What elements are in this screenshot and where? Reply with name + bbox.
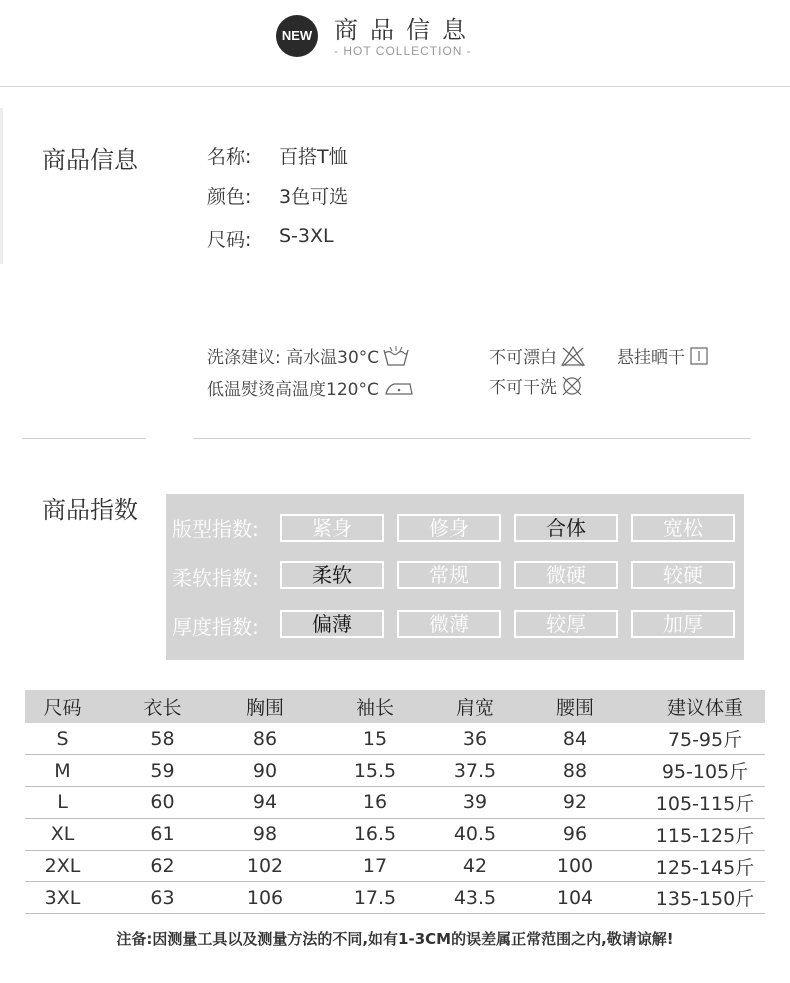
- new-badge: NEW: [276, 15, 318, 57]
- section-divider-right: [193, 438, 751, 439]
- table-cell: 94: [225, 787, 305, 819]
- table-cell: 60: [100, 787, 225, 819]
- index-option-thick-4: 加厚: [631, 610, 735, 638]
- index-option-fit-3: 合体: [514, 514, 618, 542]
- table-row: [25, 850, 765, 882]
- table-cell: 40.5: [445, 818, 505, 850]
- info-value: 3色可选: [279, 186, 349, 208]
- index-option-soft-4: 较硬: [631, 561, 735, 589]
- index-option-soft-3: 微硬: [514, 561, 618, 589]
- table-cell: 102: [225, 850, 305, 882]
- care-wash: [207, 343, 410, 368]
- table-cell: 86: [225, 723, 305, 755]
- table-cell: 100: [505, 850, 645, 882]
- page-header: [0, 0, 790, 88]
- care-no-dryclean-text: 不可干洗: [489, 378, 557, 398]
- table-cell: 104: [505, 882, 645, 914]
- table-cell: 88: [505, 755, 645, 787]
- index-option-soft-1: 柔软: [280, 561, 384, 589]
- measurement-note: 注备:因测量工具以及测量方法的不同,如有1-3CM的误差属正常范围之内,敬请谅解!: [116, 930, 674, 948]
- info-value: S-3XL: [279, 225, 334, 247]
- hang-dry-icon: [688, 345, 710, 367]
- header-subtitle: - HOT COLLECTION -: [334, 44, 472, 58]
- left-accent-bar: [0, 108, 3, 264]
- iron-icon: [382, 378, 416, 398]
- table-cell: 58: [100, 723, 225, 755]
- table-cell: 75-95斤: [645, 723, 765, 755]
- table-header-cell: 衣长: [100, 690, 225, 723]
- no-bleach-icon: [560, 345, 586, 367]
- index-option-thick-1: 偏薄: [280, 610, 384, 638]
- table-row: [25, 882, 765, 914]
- table-cell: S: [25, 723, 100, 755]
- index-panel: [166, 494, 744, 660]
- info-row-color: [207, 182, 348, 209]
- size-table: [25, 690, 765, 914]
- table-cell: 95-105斤: [645, 755, 765, 787]
- wash-tub-icon: [382, 345, 410, 367]
- table-cell: 16: [305, 787, 445, 819]
- table-cell: 2XL: [25, 850, 100, 882]
- table-cell: 90: [225, 755, 305, 787]
- table-cell: 39: [445, 787, 505, 819]
- table-cell: 15.5: [305, 755, 445, 787]
- table-cell: 92: [505, 787, 645, 819]
- info-label: 颜色:: [207, 186, 252, 208]
- care-no-bleach-text: 不可漂白: [489, 348, 557, 368]
- index-label-fit: 版型指数:: [172, 517, 259, 541]
- table-header-row: [25, 690, 765, 723]
- table-row: [25, 818, 765, 850]
- table-cell: 17.5: [305, 882, 445, 914]
- product-info-title: 商品信息: [42, 146, 138, 174]
- table-header-cell: 袖长: [305, 690, 445, 723]
- index-option-fit-4: 宽松: [631, 514, 735, 542]
- table-cell: 84: [505, 723, 645, 755]
- table-cell: 135-150斤: [645, 882, 765, 914]
- table-cell: 16.5: [305, 818, 445, 850]
- table-row: [25, 755, 765, 787]
- care-wash-text: 洗涤建议: 高水温30°C: [207, 348, 380, 368]
- header-divider: [0, 86, 790, 87]
- table-row: [25, 787, 765, 819]
- care-iron-text: 低温熨烫高温度120°C: [207, 380, 379, 400]
- care-no-dryclean: [489, 373, 584, 398]
- index-label-thickness: 厚度指数:: [172, 615, 259, 639]
- info-row-name: [207, 142, 348, 169]
- index-option-soft-2: 常规: [397, 561, 501, 589]
- table-header-cell: 建议体重: [645, 690, 765, 723]
- table-cell: 115-125斤: [645, 818, 765, 850]
- care-no-bleach: [489, 343, 586, 368]
- table-cell: 42: [445, 850, 505, 882]
- table-cell: 125-145斤: [645, 850, 765, 882]
- no-dryclean-icon: [560, 374, 584, 398]
- table-cell: 106: [225, 882, 305, 914]
- table-cell: L: [25, 787, 100, 819]
- table-header-cell: 腰围: [505, 690, 645, 723]
- section-divider-left: [22, 438, 146, 439]
- index-label-softness: 柔软指数:: [172, 566, 259, 590]
- table-cell: 59: [100, 755, 225, 787]
- index-option-thick-2: 微薄: [397, 610, 501, 638]
- table-header-cell: 肩宽: [445, 690, 505, 723]
- table-cell: XL: [25, 818, 100, 850]
- table-cell: 98: [225, 818, 305, 850]
- info-label: 尺码:: [207, 229, 252, 251]
- table-cell: 96: [505, 818, 645, 850]
- index-title: 商品指数: [42, 496, 138, 524]
- table-cell: 105-115斤: [645, 787, 765, 819]
- index-option-fit-1: 紧身: [280, 514, 384, 542]
- care-hang-dry-text: 悬挂晒干: [617, 348, 685, 368]
- info-row-size: [207, 225, 334, 252]
- table-row: [25, 723, 765, 755]
- table-cell: 15: [305, 723, 445, 755]
- table-cell: 17: [305, 850, 445, 882]
- info-value: 百搭T恤: [279, 146, 348, 168]
- table-cell: 3XL: [25, 882, 100, 914]
- table-cell: 37.5: [445, 755, 505, 787]
- table-header-cell: 尺码: [25, 690, 100, 723]
- index-option-fit-2: 修身: [397, 514, 501, 542]
- care-iron: [207, 375, 416, 400]
- table-cell: M: [25, 755, 100, 787]
- table-cell: 36: [445, 723, 505, 755]
- table-cell: 43.5: [445, 882, 505, 914]
- table-header-cell: 胸围: [225, 690, 305, 723]
- table-cell: 61: [100, 818, 225, 850]
- index-option-thick-3: 较厚: [514, 610, 618, 638]
- care-hang-dry: [617, 343, 710, 368]
- table-cell: 63: [100, 882, 225, 914]
- table-cell: 62: [100, 850, 225, 882]
- header-title: 商品信息: [334, 16, 478, 44]
- info-label: 名称:: [207, 146, 252, 168]
